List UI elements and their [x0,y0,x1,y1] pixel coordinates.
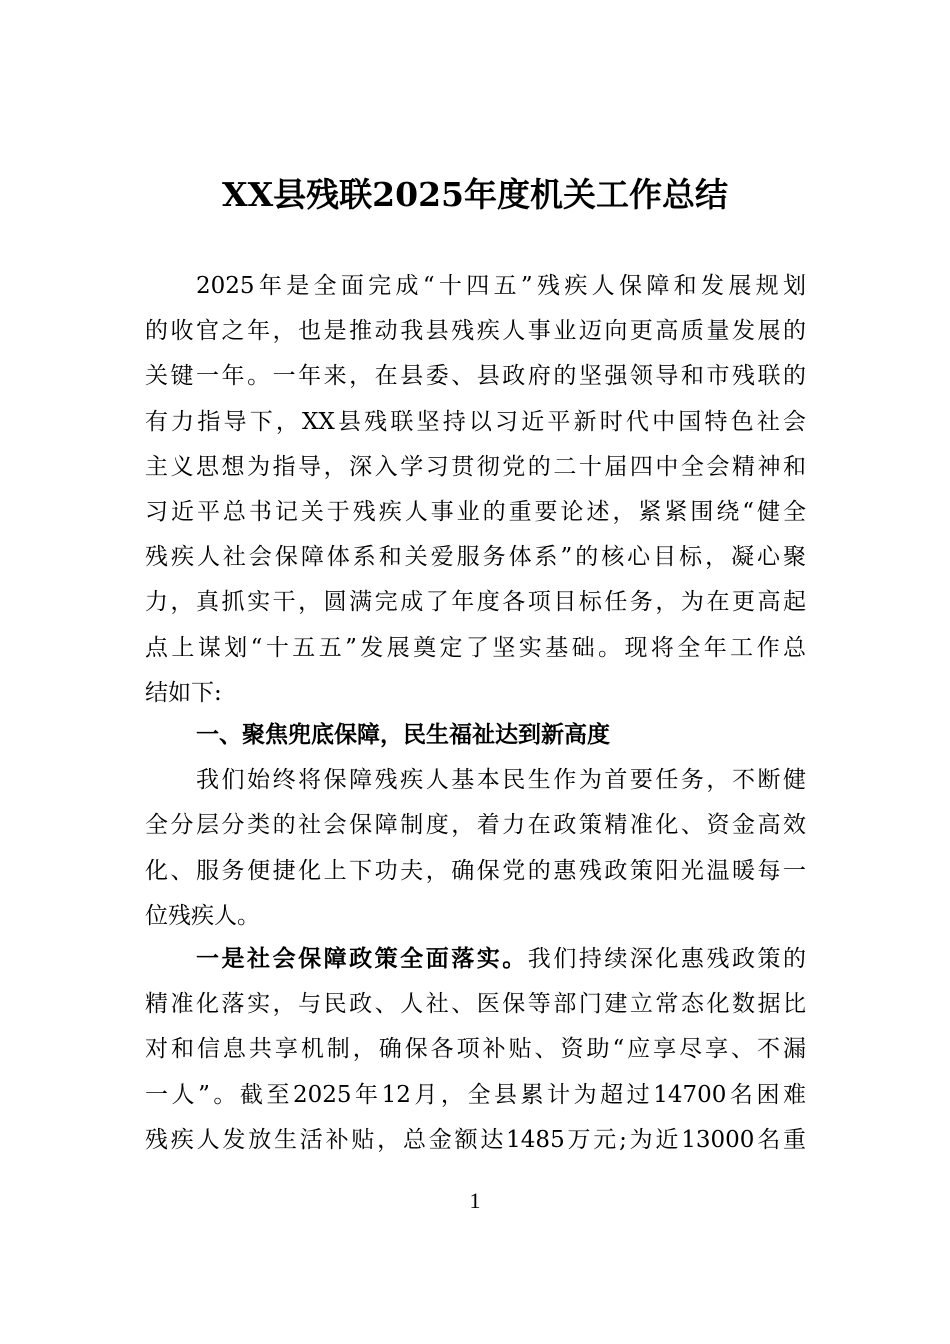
point-1-paragraph [145,937,806,1163]
section-heading: 一、聚焦兜底保障，民生福祉达到新高度 [196,722,610,748]
document-title: XX县残联2025年度机关工作总结 [221,175,729,214]
paragraph-line: 化、服务便捷化上下功夫，确保党的惠残政策阳光温暖每一 [145,857,806,884]
paragraph-line: 残疾人发放生活补贴，总金额达1485万元;为近13000名重 [145,1126,806,1153]
paragraph-line: 全分层分类的社会保障制度，着力在政策精准化、资金高效 [145,812,806,839]
paragraph-line: 对和信息共享机制，确保各项补贴、资助“应享尽享、不漏 [145,1036,806,1063]
section-1 [145,713,806,939]
page-number: 1 [469,1188,481,1213]
intro-paragraph [145,264,806,716]
paragraph-line: 点上谋划“十五五”发展奠定了坚实基础。现将全年工作总 [145,634,806,661]
paragraph-text: 我们持续深化惠残政策的 [527,946,807,972]
paragraph-line: 习近平总书记关于残疾人事业的重要论述，紧紧围绕“健全 [145,498,806,525]
paragraph-line: 位残疾人。 [145,902,260,929]
paragraph-line: 精准化落实，与民政、人社、医保等部门建立常态化数据比 [145,991,806,1018]
paragraph-line: 的收官之年，也是推动我县残疾人事业迈向更高质量发展的 [145,318,806,345]
paragraph-line: 关键一年。一年来，在县委、县政府的坚强领导和市残联的 [145,363,806,390]
paragraph-line: 主义思想为指导，深入学习贯彻党的二十届四中全会精神和 [145,453,806,480]
paragraph-line: 我们始终将保障残疾人基本民生作为首要任务，不断健 [196,767,806,794]
paragraph-line: 2025年是全面完成“十四五”残疾人保障和发展规划 [196,273,806,299]
point-heading: 一是社会保障政策全面落实。 [196,946,528,972]
paragraph-line: 有力指导下，XX县残联坚持以习近平新时代中国特色社会 [145,408,806,435]
paragraph-line: 力，真抓实干，圆满完成了年度各项目标任务，为在更高起 [145,589,806,616]
paragraph-line: 残疾人社会保障体系和关爱服务体系”的核心目标，凝心聚 [145,544,806,571]
paragraph-line: 结如下: [145,679,222,706]
paragraph-line [145,937,806,982]
paragraph-line: 一人”。截至2025年12月，全县累计为超过14700名困难 [145,1081,806,1108]
